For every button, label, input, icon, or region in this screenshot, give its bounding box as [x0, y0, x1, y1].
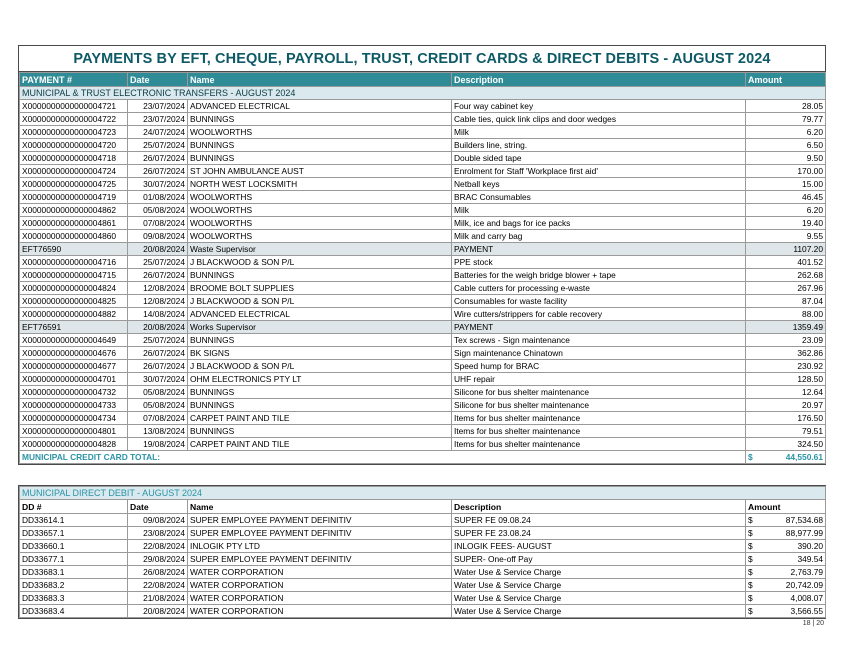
description-cell: Items for bus shelter maintenance [452, 425, 746, 438]
amount-cell: 12.64 [746, 386, 826, 399]
date-cell: 24/07/2024 [128, 126, 188, 139]
table-row [20, 592, 826, 605]
date-cell: 14/08/2024 [128, 308, 188, 321]
amount-cell: 401.52 [746, 256, 826, 269]
dd-name-cell: SUPER EMPLOYEE PAYMENT DEFINITIV [188, 514, 452, 527]
name-cell: BROOME BOLT SUPPLIES [188, 282, 452, 295]
dd-description-cell: SUPER FE 09.08.24 [452, 514, 746, 527]
header-date: Date [128, 73, 188, 87]
description-cell: Items for bus shelter maintenance [452, 412, 746, 425]
dd-name-cell: INLOGIK PTY LTD [188, 540, 452, 553]
amount-cell: 6.20 [746, 126, 826, 139]
description-cell: BRAC Consumables [452, 191, 746, 204]
payment-id-cell: X0000000000000004724 [20, 165, 128, 178]
name-cell: CARPET PAINT AND TILE [188, 412, 452, 425]
payment-id-cell: X0000000000000004732 [20, 386, 128, 399]
table-row [20, 527, 826, 540]
description-cell: Speed hump for BRAC [452, 360, 746, 373]
dd-name-cell: SUPER EMPLOYEE PAYMENT DEFINITIV [188, 527, 452, 540]
date-cell: 05/08/2024 [128, 399, 188, 412]
table-row [20, 295, 826, 308]
dd-name-cell: WATER CORPORATION [188, 579, 452, 592]
table-row [20, 243, 826, 256]
name-cell: BUNNINGS [188, 386, 452, 399]
table-row [20, 566, 826, 579]
dd-id-cell: DD33660.1 [20, 540, 128, 553]
dd-id-cell: DD33683.3 [20, 592, 128, 605]
name-cell: WOOLWORTHS [188, 191, 452, 204]
date-cell: 07/08/2024 [128, 217, 188, 230]
description-cell: PAYMENT [452, 243, 746, 256]
table-row [20, 191, 826, 204]
description-cell: Batteries for the weigh bridge blower + tape [452, 269, 746, 282]
description-cell: Sign maintenance Chinatown [452, 347, 746, 360]
payment-id-cell: X0000000000000004723 [20, 126, 128, 139]
table-row [20, 438, 826, 451]
payment-id-cell: X0000000000000004677 [20, 360, 128, 373]
name-cell: OHM ELECTRONICS PTY LT [188, 373, 452, 386]
description-cell: Milk [452, 126, 746, 139]
dd-currency: $ [748, 567, 753, 577]
description-cell: Items for bus shelter maintenance [452, 438, 746, 451]
date-cell: 13/08/2024 [128, 425, 188, 438]
name-cell: BUNNINGS [188, 113, 452, 126]
date-cell: 12/08/2024 [128, 282, 188, 295]
dd-amount-cell [746, 540, 826, 553]
payment-id-cell: X0000000000000004649 [20, 334, 128, 347]
table-header-row [20, 73, 826, 87]
date-cell: 07/08/2024 [128, 412, 188, 425]
table-row [20, 217, 826, 230]
dd-header-description: Description [452, 500, 746, 514]
amount-cell: 262.68 [746, 269, 826, 282]
description-cell: Milk [452, 204, 746, 217]
dd-id-cell: DD33683.1 [20, 566, 128, 579]
header-amount: Amount [746, 73, 826, 87]
name-cell: J BLACKWOOD & SON P/L [188, 360, 452, 373]
dd-id-cell: DD33683.4 [20, 605, 128, 618]
table-row [20, 412, 826, 425]
direct-debit-table [19, 486, 826, 618]
description-cell: Silicone for bus shelter maintenance [452, 399, 746, 412]
dd-id-cell: DD33657.1 [20, 527, 128, 540]
amount-cell: 170.00 [746, 165, 826, 178]
dd-description-cell: Water Use & Service Charge [452, 592, 746, 605]
name-cell: CARPET PAINT AND TILE [188, 438, 452, 451]
dd-date-cell: 22/08/2024 [128, 579, 188, 592]
date-cell: 25/07/2024 [128, 334, 188, 347]
name-cell: NORTH WEST LOCKSMITH [188, 178, 452, 191]
amount-cell: 6.20 [746, 204, 826, 217]
dd-currency: $ [748, 528, 753, 538]
date-cell: 09/08/2024 [128, 230, 188, 243]
eft-payments-table [19, 72, 826, 464]
payment-id-cell: X0000000000000004701 [20, 373, 128, 386]
description-cell: Enrolment for Staff 'Workplace first aid' [452, 165, 746, 178]
dd-amount-cell [746, 527, 826, 540]
payment-id-cell: X0000000000000004715 [20, 269, 128, 282]
dd-id-cell: DD33614.1 [20, 514, 128, 527]
payment-id-cell: X0000000000000004719 [20, 191, 128, 204]
amount-cell: 362.86 [746, 347, 826, 360]
table-row [20, 579, 826, 592]
date-cell: 26/07/2024 [128, 347, 188, 360]
dd-date-cell: 22/08/2024 [128, 540, 188, 553]
name-cell: BUNNINGS [188, 399, 452, 412]
dd-description-cell: Water Use & Service Charge [452, 566, 746, 579]
name-cell: ADVANCED ELECTRICAL [188, 308, 452, 321]
section-heading: MUNICIPAL & TRUST ELECTRONIC TRANSFERS - AUGUST 2024 [20, 87, 826, 100]
table-row [20, 152, 826, 165]
dd-amount-value: 4,008.07 [790, 593, 824, 603]
dd-currency: $ [748, 541, 753, 551]
table-row [20, 321, 826, 334]
table-row [20, 308, 826, 321]
amount-cell: 88.00 [746, 308, 826, 321]
description-cell: Milk, ice and bags for ice packs [452, 217, 746, 230]
payment-id-cell: X0000000000000004801 [20, 425, 128, 438]
dd-currency: $ [748, 554, 753, 564]
payment-id-cell: X0000000000000004676 [20, 347, 128, 360]
payment-id-cell: X0000000000000004720 [20, 139, 128, 152]
name-cell: WOOLWORTHS [188, 217, 452, 230]
name-cell: BUNNINGS [188, 425, 452, 438]
description-cell: PAYMENT [452, 321, 746, 334]
dd-date-cell: 29/08/2024 [128, 553, 188, 566]
total-row [20, 451, 826, 464]
table-row [20, 347, 826, 360]
table-row [20, 165, 826, 178]
dd-description-cell: INLOGIK FEES- AUGUST [452, 540, 746, 553]
dd-currency: $ [748, 606, 753, 616]
dd-id-cell: DD33677.1 [20, 553, 128, 566]
dd-date-cell: 23/08/2024 [128, 527, 188, 540]
dd-name-cell: SUPER EMPLOYEE PAYMENT DEFINITIV [188, 553, 452, 566]
payment-id-cell: X0000000000000004825 [20, 295, 128, 308]
table-row [20, 100, 826, 113]
amount-cell: 19.40 [746, 217, 826, 230]
payment-id-cell: X0000000000000004716 [20, 256, 128, 269]
name-cell: BK SIGNS [188, 347, 452, 360]
payment-id-cell: X0000000000000004882 [20, 308, 128, 321]
payment-id-cell: X0000000000000004725 [20, 178, 128, 191]
description-cell: UHF repair [452, 373, 746, 386]
table-row [20, 334, 826, 347]
dd-amount-cell [746, 566, 826, 579]
amount-cell: 87.04 [746, 295, 826, 308]
dd-name-cell: WATER CORPORATION [188, 592, 452, 605]
dd-date-cell: 26/08/2024 [128, 566, 188, 579]
table-row [20, 605, 826, 618]
amount-cell: 46.45 [746, 191, 826, 204]
header-name: Name [188, 73, 452, 87]
table-row [20, 373, 826, 386]
dd-amount-value: 20,742.09 [785, 580, 824, 590]
table-row [20, 360, 826, 373]
amount-cell: 1107.20 [746, 243, 826, 256]
total-currency: $ [748, 452, 753, 462]
dd-date-cell: 09/08/2024 [128, 514, 188, 527]
amount-cell: 176.50 [746, 412, 826, 425]
dd-amount-cell [746, 553, 826, 566]
table-row [20, 553, 826, 566]
description-cell: Netball keys [452, 178, 746, 191]
name-cell: Works Supervisor [188, 321, 452, 334]
payment-id-cell: EFT76591 [20, 321, 128, 334]
amount-cell: 230.92 [746, 360, 826, 373]
table-row [20, 139, 826, 152]
eft-payments-table-wrapper [18, 45, 826, 465]
amount-cell: 23.09 [746, 334, 826, 347]
dd-description-cell: Water Use & Service Charge [452, 579, 746, 592]
date-cell: 26/07/2024 [128, 269, 188, 282]
table-row [20, 282, 826, 295]
payment-id-cell: EFT76590 [20, 243, 128, 256]
payment-id-cell: X0000000000000004860 [20, 230, 128, 243]
dd-amount-value: 349.54 [797, 554, 824, 564]
name-cell: ADVANCED ELECTRICAL [188, 100, 452, 113]
table-row [20, 399, 826, 412]
description-cell: PPE stock [452, 256, 746, 269]
eft-payments-body [20, 73, 826, 464]
name-cell: Waste Supervisor [188, 243, 452, 256]
date-cell: 30/07/2024 [128, 178, 188, 191]
payment-id-cell: X0000000000000004862 [20, 204, 128, 217]
description-cell: Double sided tape [452, 152, 746, 165]
name-cell: BUNNINGS [188, 334, 452, 347]
description-cell: Builders line, string. [452, 139, 746, 152]
dd-description-cell: SUPER- One-off Pay [452, 553, 746, 566]
date-cell: 30/07/2024 [128, 373, 188, 386]
amount-cell: 267.96 [746, 282, 826, 295]
table-row [20, 230, 826, 243]
payment-id-cell: X0000000000000004721 [20, 100, 128, 113]
name-cell: WOOLWORTHS [188, 126, 452, 139]
dd-description-cell: SUPER FE 23.08.24 [452, 527, 746, 540]
date-cell: 23/07/2024 [128, 100, 188, 113]
total-label: MUNICIPAL CREDIT CARD TOTAL: [20, 451, 746, 464]
date-cell: 26/07/2024 [128, 165, 188, 178]
header-payment: PAYMENT # [20, 73, 128, 87]
dd-currency: $ [748, 515, 753, 525]
date-cell: 05/08/2024 [128, 386, 188, 399]
description-cell: Silicone for bus shelter maintenance [452, 386, 746, 399]
amount-cell: 6.50 [746, 139, 826, 152]
amount-cell: 324.50 [746, 438, 826, 451]
dd-amount-cell [746, 592, 826, 605]
dd-date-cell: 20/08/2024 [128, 605, 188, 618]
dd-amount-value: 390.20 [797, 541, 824, 551]
header-description: Description [452, 73, 746, 87]
name-cell: BUNNINGS [188, 139, 452, 152]
dd-section-heading-row [20, 487, 826, 500]
amount-cell: 20.97 [746, 399, 826, 412]
payment-id-cell: X0000000000000004861 [20, 217, 128, 230]
dd-currency: $ [748, 593, 753, 603]
date-cell: 23/07/2024 [128, 113, 188, 126]
name-cell: BUNNINGS [188, 152, 452, 165]
dd-amount-value: 87,534.68 [785, 515, 824, 525]
name-cell: J BLACKWOOD & SON P/L [188, 256, 452, 269]
dd-header-id: DD # [20, 500, 128, 514]
payment-id-cell: X0000000000000004718 [20, 152, 128, 165]
dd-name-cell: WATER CORPORATION [188, 605, 452, 618]
table-row [20, 126, 826, 139]
dd-amount-cell [746, 514, 826, 527]
payment-id-cell: X0000000000000004734 [20, 412, 128, 425]
date-cell: 25/07/2024 [128, 139, 188, 152]
date-cell: 20/08/2024 [128, 243, 188, 256]
dd-currency: $ [748, 580, 753, 590]
description-cell: Tex screws - Sign maintenance [452, 334, 746, 347]
name-cell: WOOLWORTHS [188, 204, 452, 217]
amount-cell: 9.55 [746, 230, 826, 243]
date-cell: 12/08/2024 [128, 295, 188, 308]
dd-amount-value: 3,566.55 [790, 606, 824, 616]
description-cell: Cable ties, quick link clips and door wedges [452, 113, 746, 126]
description-cell: Consumables for waste facility [452, 295, 746, 308]
name-cell: BUNNINGS [188, 269, 452, 282]
dd-amount-cell [746, 579, 826, 592]
name-cell: J BLACKWOOD & SON P/L [188, 295, 452, 308]
table-row [20, 269, 826, 282]
date-cell: 26/07/2024 [128, 152, 188, 165]
dd-section-heading: MUNICIPAL DIRECT DEBIT - AUGUST 2024 [20, 487, 826, 500]
dd-header-row [20, 500, 826, 514]
dd-date-cell: 21/08/2024 [128, 592, 188, 605]
description-cell: Four way cabinet key [452, 100, 746, 113]
dd-header-name: Name [188, 500, 452, 514]
dd-header-amount: Amount [746, 500, 826, 514]
amount-cell: 9.50 [746, 152, 826, 165]
date-cell: 19/08/2024 [128, 438, 188, 451]
amount-cell: 79.51 [746, 425, 826, 438]
table-row [20, 514, 826, 527]
table-row [20, 204, 826, 217]
amount-cell: 128.50 [746, 373, 826, 386]
dd-amount-value: 88,977.99 [785, 528, 824, 538]
page-title: PAYMENTS BY EFT, CHEQUE, PAYROLL, TRUST, CREDIT CARDS & DIRECT DEBITS - AUGUST 2024 [19, 46, 825, 72]
date-cell: 05/08/2024 [128, 204, 188, 217]
name-cell: ST JOHN AMBULANCE AUST [188, 165, 452, 178]
date-cell: 01/08/2024 [128, 191, 188, 204]
amount-cell: 1359.49 [746, 321, 826, 334]
date-cell: 20/08/2024 [128, 321, 188, 334]
payment-id-cell: X0000000000000004828 [20, 438, 128, 451]
amount-cell: 79.77 [746, 113, 826, 126]
total-value: 44,550.61 [785, 452, 823, 462]
date-cell: 25/07/2024 [128, 256, 188, 269]
dd-amount-value: 2,763.79 [790, 567, 824, 577]
dd-amount-cell [746, 605, 826, 618]
dd-name-cell: WATER CORPORATION [188, 566, 452, 579]
dd-id-cell: DD33683.2 [20, 579, 128, 592]
table-row [20, 113, 826, 126]
description-cell: Wire cutters/strippers for cable recovery [452, 308, 746, 321]
date-cell: 26/07/2024 [128, 360, 188, 373]
page-number: 18 | 20 [802, 620, 824, 627]
name-cell: WOOLWORTHS [188, 230, 452, 243]
table-row [20, 256, 826, 269]
direct-debit-body [20, 487, 826, 618]
table-row [20, 425, 826, 438]
description-cell: Cable cutters for processing e-waste [452, 282, 746, 295]
table-row [20, 386, 826, 399]
section-heading-row [20, 87, 826, 100]
payment-id-cell: X0000000000000004722 [20, 113, 128, 126]
payment-id-cell: X0000000000000004824 [20, 282, 128, 295]
direct-debit-table-wrapper [18, 485, 826, 619]
description-cell: Milk and carry bag [452, 230, 746, 243]
total-amount-cell [746, 451, 826, 464]
amount-cell: 15.00 [746, 178, 826, 191]
table-row [20, 540, 826, 553]
payment-id-cell: X0000000000000004733 [20, 399, 128, 412]
dd-header-date: Date [128, 500, 188, 514]
table-row [20, 178, 826, 191]
dd-description-cell: Water Use & Service Charge [452, 605, 746, 618]
amount-cell: 28.05 [746, 100, 826, 113]
